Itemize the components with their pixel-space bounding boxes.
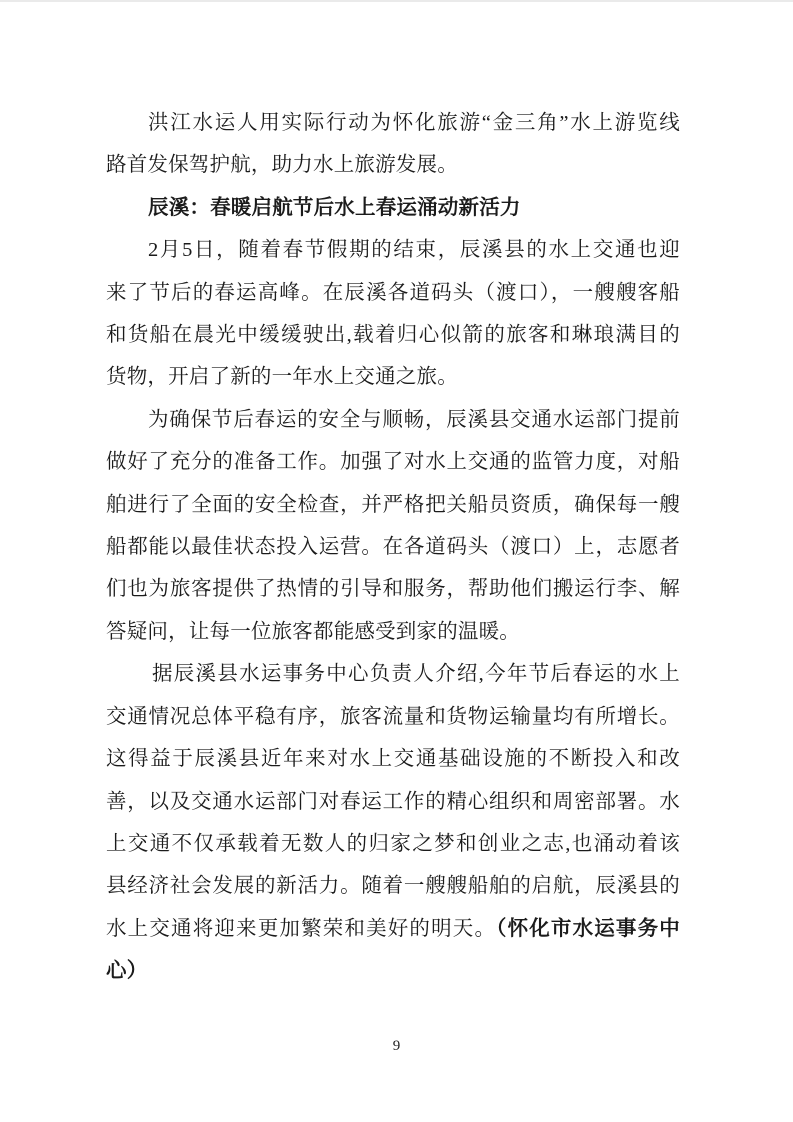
text-line	[106, 314, 680, 356]
text-run: 船都能以最佳状态投入运营。在各道码头（渡口）上，志愿者	[106, 536, 680, 559]
bold-text-run: 心）	[106, 960, 148, 983]
text-run: 水上交通将迎来更加繁荣和美好的明天。	[106, 917, 497, 940]
text-run: 做好了充分的准备工作。加强了对水上交通的监管力度，对船	[106, 451, 680, 474]
paragraph-spring-festival-traffic	[106, 229, 680, 399]
text-run: 交通情况总体平稳有序，旅客流量和货物运输量均有所增长。	[106, 705, 680, 728]
page-top-edge	[0, 0, 793, 2]
text-line	[106, 950, 680, 992]
text-run: 答疑问，让每一位旅客都能感受到家的温暖。	[106, 620, 520, 643]
page-number: 9	[392, 1038, 401, 1054]
text-run: 洪江水运人用实际行动为怀化旅游“金三角”水上游览线	[148, 112, 680, 134]
text-run: 为确保节后春运的安全与顺畅，辰溪县交通水运部门提前	[148, 408, 680, 431]
paragraph-closing-summary	[106, 653, 680, 992]
text-line	[106, 399, 680, 441]
text-run: 这得益于辰溪县近年来对水上交通基础设施的不断投入和改	[106, 748, 680, 771]
text-line	[106, 781, 680, 823]
text-line	[106, 696, 680, 738]
opening-paragraph	[106, 102, 680, 187]
text-line	[106, 356, 680, 398]
text-run: 上交通不仅承载着无数人的归家之梦和创业之志,也涌动着该	[106, 832, 680, 855]
text-line	[106, 187, 680, 229]
bold-text-run: （怀化市水运事务中	[496, 917, 680, 940]
text-run: 们也为旅客提供了热情的引导和服务，帮助他们搬运行李、解	[106, 578, 680, 601]
text-line	[106, 653, 680, 695]
text-line	[106, 568, 680, 610]
text-line	[106, 526, 680, 568]
text-line	[106, 144, 680, 186]
text-run: 2月5日，随着春节假期的结束，辰溪县的水上交通也迎	[148, 239, 680, 262]
text-line	[106, 102, 680, 144]
text-run: 来了节后的春运高峰。在辰溪各道码头（渡口），一艘艘客船	[106, 281, 680, 304]
text-run: 舶进行了全面的安全检查，并严格把关船员资质，确保每一艘	[106, 493, 680, 516]
text-run: 路首发保驾护航，助力水上旅游发展。	[106, 154, 458, 177]
bold-text-run: 辰溪：春暖启航节后水上春运涌动新活力	[148, 196, 521, 219]
text-line	[106, 611, 680, 653]
text-line	[106, 441, 680, 483]
text-line	[106, 823, 680, 865]
text-run: 据辰溪县水运事务中心负责人介绍,今年节后春运的水上	[152, 663, 680, 686]
section-heading-chenxi	[106, 187, 680, 229]
text-line	[106, 738, 680, 780]
text-run: 和货船在晨光中缓缓驶出,载着归心似箭的旅客和琳琅满目的	[106, 324, 680, 347]
text-line	[106, 865, 680, 907]
text-line	[106, 908, 680, 950]
text-line	[106, 484, 680, 526]
text-run: 县经济社会发展的新活力。随着一艘艘船舶的启航，辰溪县的	[106, 875, 680, 898]
paragraph-safety-preparation	[106, 399, 680, 653]
text-line	[106, 229, 680, 271]
document-body	[106, 102, 680, 993]
text-run: 货物，开启了新的一年水上交通之旅。	[106, 366, 458, 389]
text-run: 善，以及交通水运部门对春运工作的精心组织和周密部署。水	[106, 790, 680, 813]
text-line	[106, 272, 680, 314]
